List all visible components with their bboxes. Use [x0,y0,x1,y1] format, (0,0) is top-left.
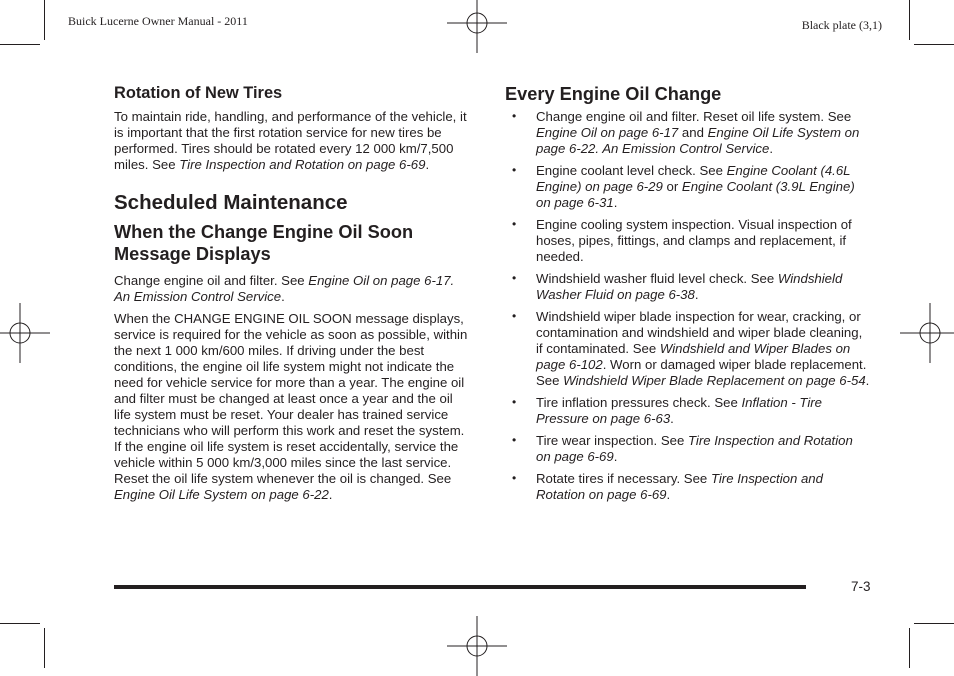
crop-mark [909,628,910,668]
list-item-text [536,109,859,156]
text-run: . [281,289,285,304]
list-item [505,309,870,389]
text-run: . [694,287,699,302]
text-run: Rotate tires if necessary. See [536,471,711,486]
text-run: and [678,125,708,140]
bullet-icon: • [512,395,517,409]
text-run: . [425,157,430,172]
cross-reference: Tire Inspection and Rotation on page 6-69 [536,471,823,502]
list-item-text [536,163,855,210]
crop-mark [44,628,45,668]
change-oil-heading: When the Change Engine Oil Soon Message Displays [114,222,414,264]
cross-reference: Windshield Wiper Blade Replacement on page 6-54 [563,373,866,388]
list-item-text [536,395,822,426]
rotation-paragraph [114,109,472,173]
text-run: or [662,179,682,194]
every-oil-change-heading: Every Engine Oil Change [505,84,722,104]
crop-mark [914,623,954,624]
text-run: . Worn or damaged wiper blade replacement. See [536,357,867,388]
text-run: . [613,449,618,464]
text-run: Engine coolant level check. See [536,163,727,178]
change-oil-paragraph-1 [114,273,472,305]
cross-reference: Inflation - Tire Pressure on page 6-63 [536,395,822,426]
cross-reference: Engine Coolant (4.6L Engine) on page 6-29 [536,163,851,194]
text-run: Change engine oil and filter. See [114,273,309,288]
cross-reference: Tire Inspection and Rotation on page 6-69 [179,157,426,172]
text-run: Tire inflation pressures check. See [536,395,742,410]
left-column [114,84,472,503]
list-item-text [536,309,869,388]
text-run: . [666,487,671,502]
bullet-icon: • [512,217,517,231]
registration-mark [900,303,954,363]
footer-rule [114,585,806,589]
text-run: . [769,141,774,156]
list-item [505,163,870,211]
cross-reference: Engine Oil on page 6-17 [536,125,679,140]
text-run: . [670,411,674,426]
registration-mark [0,303,50,363]
bullet-icon: • [512,471,517,485]
change-oil-paragraph-2 [114,311,472,503]
text-run: To maintain ride, handling, and performance of the vehicle, it is important that the first rotation service for new tires be performed. Tires should be rotated every 12 000 km/7,500 miles. See [114,109,467,172]
crop-mark [914,44,954,45]
list-item [505,395,870,427]
crop-mark [0,44,40,45]
cross-reference: Engine Oil on page 6-17. An Emission Control Service [114,273,455,304]
text-run: Change engine oil and filter. Reset oil life system. See [536,109,852,124]
text-run: Tire wear inspection. See [536,433,688,448]
list-item-text [536,271,842,302]
text-run: Windshield wiper blade inspection for wear, cracking, or contamination and windshield and wiper blade cleaning, if contaminated. See [536,309,863,356]
cross-reference: Windshield and Wiper Blades on page 6-102 [536,341,851,372]
list-item [505,109,870,157]
text-run: When the CHANGE ENGINE OIL SOON message displays, service is required for the vehicle as soon as possible, within the next 1 000 km/600 miles. If driving under the best conditions, the engine oil life system might not indicate the need for vehicle service for more than a year. The engine oil and filter must be changed at least once a year and the oil life system must be reset. Your dealer has trained service technicians who will perform this work and reset the system. If the engine oil life system is reset accidentally, service the vehicle within 5 000 km/3,000 miles since the last service. Reset the oil life system whenever the oil is changed. See [114,311,468,486]
list-item-text [536,433,853,464]
bullet-icon: • [512,271,517,285]
text-run: Windshield washer fluid level check. See [536,271,778,286]
list-item-text [536,217,852,264]
list-item [505,433,870,465]
bullet-icon: • [512,163,517,177]
page-number: 7-3 [851,579,871,594]
list-item [505,217,870,265]
rotation-heading: Rotation of New Tires [114,84,283,102]
cross-reference: Windshield Washer Fluid on page 6-38 [536,271,843,302]
cross-reference: Engine Oil Life System on page 6-22 [114,487,329,502]
crop-mark [909,0,910,40]
text-run: Engine cooling system inspection. Visual inspection of hoses, pipes, fittings, and clamps and replacement, if needed. [536,217,852,264]
header-title: Buick Lucerne Owner Manual - 2011 [68,14,248,28]
list-item [505,471,870,503]
text-run: . [613,195,618,210]
scheduled-heading: Scheduled Maintenance [114,191,348,214]
maintenance-list [505,109,870,503]
crop-mark [44,0,45,40]
text-run: . [865,373,870,388]
cross-reference: Engine Coolant (3.9L Engine) on page 6-31 [536,179,855,210]
registration-mark [447,0,507,53]
bullet-icon: • [512,433,517,447]
cross-reference: Tire Inspection and Rotation on page 6-69 [536,433,853,464]
cross-reference: Engine Oil Life System on page 6-22. An Emission Control Service [536,125,860,156]
list-item-text [536,471,823,502]
registration-mark [447,616,507,676]
bullet-icon: • [512,109,517,123]
header-plate: Black plate (3,1) [801,18,882,32]
crop-mark [0,623,40,624]
list-item [505,271,870,303]
right-column [505,84,870,509]
text-run: . [328,487,333,502]
bullet-icon: • [512,309,517,323]
